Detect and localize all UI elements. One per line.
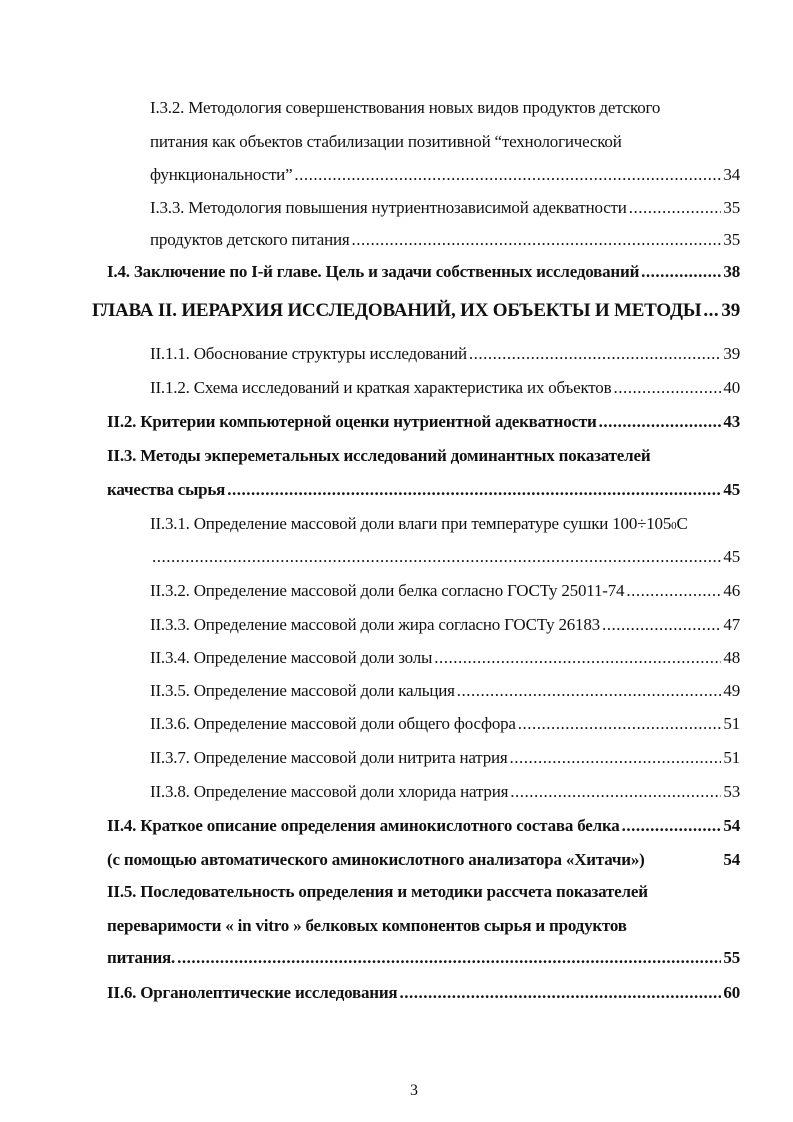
toc-entry-title: II.6. Органолептические исследования [107, 983, 398, 1002]
toc-entry-title: I.3.2. Методология совершенствования новых видов продуктов детского [150, 98, 661, 117]
dot-leader [352, 229, 722, 251]
dot-leader [518, 713, 722, 735]
toc-entry[interactable] [150, 343, 740, 365]
toc-entry-page: 46 [723, 581, 740, 600]
toc-entry-title: II.1.2. Схема исследований и краткая характеристика их объектов [150, 378, 612, 397]
dot-leader [703, 300, 719, 322]
toc-entry-page: 49 [723, 681, 740, 700]
dot-leader [641, 261, 721, 283]
toc-entry-page: 53 [723, 782, 740, 801]
toc-entry-title: II.3.7. Определение массовой доли нитрита натрия [150, 748, 508, 767]
toc-entry-page: 40 [723, 378, 740, 397]
toc-entry-title: продуктов детского питания [150, 230, 350, 249]
toc-entry-page: 54 [723, 816, 740, 835]
dot-leader [510, 781, 721, 803]
toc-entry[interactable] [107, 982, 740, 1004]
dot-leader [152, 546, 721, 568]
toc-entry[interactable] [107, 947, 740, 969]
toc-entry-title: II.3.2. Определение массовой доли белка согласно ГОСТу 25011-74 [150, 581, 625, 600]
toc-entry-page: 45 [723, 480, 740, 499]
toc-entry-title: II.3. Методы экпереметальных исследований доминантных показателей [107, 446, 651, 465]
toc-entry-title: I.4. Заключение по I-й главе. Цель и задачи собственных исследований [107, 262, 640, 281]
toc-entry[interactable] [150, 747, 740, 769]
toc-entry-title: II.2. Критерии компьютерной оценки нутриентной адекватности [107, 412, 597, 431]
toc-entry-title: переваримости « in vitro » белковых компонентов сырья и продуктов [107, 916, 627, 935]
dot-leader [622, 815, 722, 837]
toc-entry-page: 39 [723, 344, 740, 363]
toc-entry[interactable] [150, 713, 740, 735]
dot-leader [434, 647, 721, 669]
toc-entry[interactable] [107, 261, 740, 283]
toc-entry-title: качества сырья [107, 480, 226, 499]
toc-entry-page: 60 [723, 983, 740, 1002]
dot-leader [227, 479, 721, 501]
toc-entry-page: 54 [723, 850, 740, 869]
toc-entry-page: 38 [723, 262, 740, 281]
toc-entry-title: функциональности” [150, 165, 293, 184]
toc-entry-title: II.4. Краткое описание определения аминокислотного состава белка [107, 816, 620, 835]
toc-entry[interactable] [150, 680, 740, 702]
toc-entry-page: 39 [721, 300, 740, 321]
dot-leader [469, 343, 721, 365]
dot-leader [629, 197, 722, 219]
toc-entry-title: II.3.3. Определение массовой доли жира согласно ГОСТу 26183 [150, 615, 600, 634]
toc-entry[interactable] [150, 131, 740, 153]
toc-entry[interactable] [150, 229, 740, 251]
toc-entry[interactable] [150, 97, 740, 119]
toc-entry[interactable] [150, 781, 740, 803]
toc-entry[interactable] [150, 377, 740, 399]
toc-entry-page: 47 [723, 615, 740, 634]
dot-leader [602, 614, 721, 636]
toc-entry-page: 34 [723, 165, 740, 184]
dot-leader [613, 377, 721, 399]
toc-entry[interactable]: II.3.1. Определение массовой доли влаги при температуре сушки 100÷105 0 С [150, 514, 688, 533]
toc-entry[interactable] [107, 479, 740, 501]
dot-leader [626, 580, 721, 602]
toc-entry[interactable] [150, 614, 740, 636]
toc-entry-title: II.3.8. Определение массовой доли хлорида натрия [150, 782, 509, 801]
dot-leader [457, 680, 722, 702]
toc-entry[interactable] [107, 411, 740, 433]
dot-leader [294, 164, 721, 186]
toc-entry-title: II.1.1. Обоснование структуры исследований [150, 344, 467, 363]
toc-entry-title: II.5. Последовательность определения и методики рассчета показателей [107, 882, 648, 901]
toc-entry-suffix: С [676, 514, 688, 533]
toc-entry-page: 51 [723, 714, 740, 733]
toc-entry-title: I.3.3. Методология повышения нутриентнозависимой адекватности [150, 198, 627, 217]
toc-entry[interactable] [107, 881, 740, 903]
toc-entry[interactable] [150, 197, 740, 219]
toc-entry-title: II.3.6. Определение массовой доли общего фосфора [150, 714, 516, 733]
dot-leader [399, 982, 721, 1004]
toc-entry-title: (с помощью автоматического аминокислотного анализатора «Хитачи») [107, 850, 645, 869]
toc-entry-page: 51 [723, 748, 740, 767]
toc-entry-title: питания как объектов стабилизации позитивной “технологической [150, 132, 622, 151]
toc-entry-page: 35 [723, 230, 740, 249]
toc-entry[interactable] [150, 580, 740, 602]
toc-entry[interactable] [107, 849, 740, 871]
toc-entry[interactable] [107, 915, 740, 937]
toc-entry-page: 35 [723, 198, 740, 217]
toc-entry-page: 43 [723, 412, 740, 431]
toc-entry-page: 55 [723, 948, 740, 967]
toc-entry-title: II.3.1. Определение массовой доли влаги при температуре сушки 100÷105 [150, 514, 672, 533]
dot-leader [510, 747, 722, 769]
page-number: 3 [410, 1082, 418, 1099]
toc-entry-page: 48 [723, 648, 740, 667]
dot-leader [177, 947, 721, 969]
toc-entry[interactable] [107, 815, 740, 837]
dot-leader [599, 411, 722, 433]
toc-entry[interactable] [150, 164, 740, 186]
toc-entry[interactable] [92, 300, 740, 322]
toc-entry-title: II.3.4. Определение массовой доли золы [150, 648, 433, 667]
toc-entry-title: ГЛАВА II. ИЕРАРХИЯ ИССЛЕДОВАНИЙ, ИХ ОБЪЕКТЫ И МЕТОДЫ [92, 300, 702, 321]
toc-entry[interactable] [107, 445, 740, 467]
toc-entry[interactable] [150, 546, 740, 568]
toc-entry-title: II.3.5. Определение массовой доли кальция [150, 681, 455, 700]
toc-entry-page: 45 [723, 547, 740, 566]
toc-entry-title: питания. [107, 948, 176, 967]
toc-entry[interactable] [150, 647, 740, 669]
